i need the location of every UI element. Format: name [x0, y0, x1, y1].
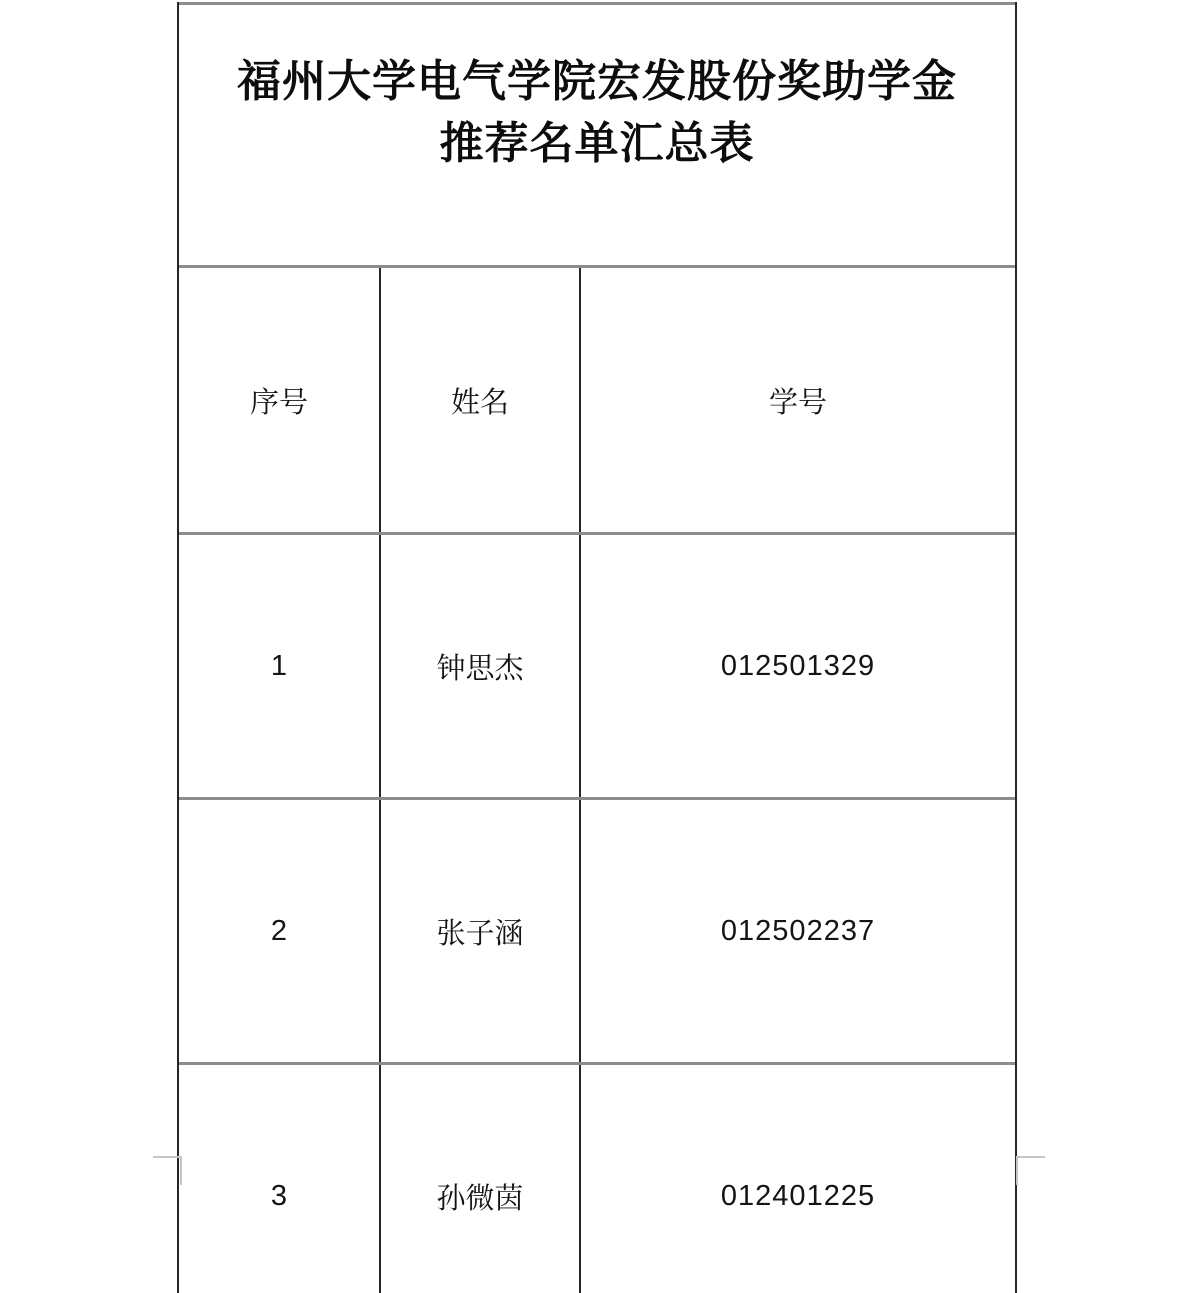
header-cell-index: 序号 — [249, 386, 308, 419]
table-row — [179, 797, 1015, 1062]
cell-name: 钟思杰 — [379, 535, 579, 797]
cell-student-id: 012401225 — [579, 1065, 1015, 1293]
table-title-row — [179, 2, 1015, 265]
cell-index: 2 — [270, 914, 288, 947]
table-row — [179, 532, 1015, 797]
header-row — [179, 265, 1015, 532]
title-line-2: 推荐名单汇总表 — [439, 119, 755, 168]
page-margin-mark-right-vertical — [1016, 1156, 1018, 1185]
cell-student-id: 012502237 — [579, 800, 1015, 1062]
cell-index: 3 — [270, 1179, 288, 1212]
page-margin-mark-left-vertical — [180, 1156, 182, 1185]
cell-student-id: 012501329 — [579, 535, 1015, 797]
header-cell-name: 姓名 — [379, 268, 579, 532]
scholarship-table — [177, 2, 1017, 1293]
table-row — [179, 1062, 1015, 1293]
title-line-1: 福州大学电气学院宏发股份奖助学金 — [237, 57, 957, 106]
table-title — [179, 5, 1015, 265]
cell-index: 1 — [270, 649, 288, 682]
header-cell-student-id: 学号 — [579, 268, 1015, 532]
page-margin-mark-right-horizontal — [1017, 1156, 1045, 1158]
cell-name: 张子涵 — [379, 800, 579, 1062]
cell-name: 孙微茵 — [379, 1065, 579, 1293]
page-margin-mark-left-horizontal — [153, 1156, 181, 1158]
